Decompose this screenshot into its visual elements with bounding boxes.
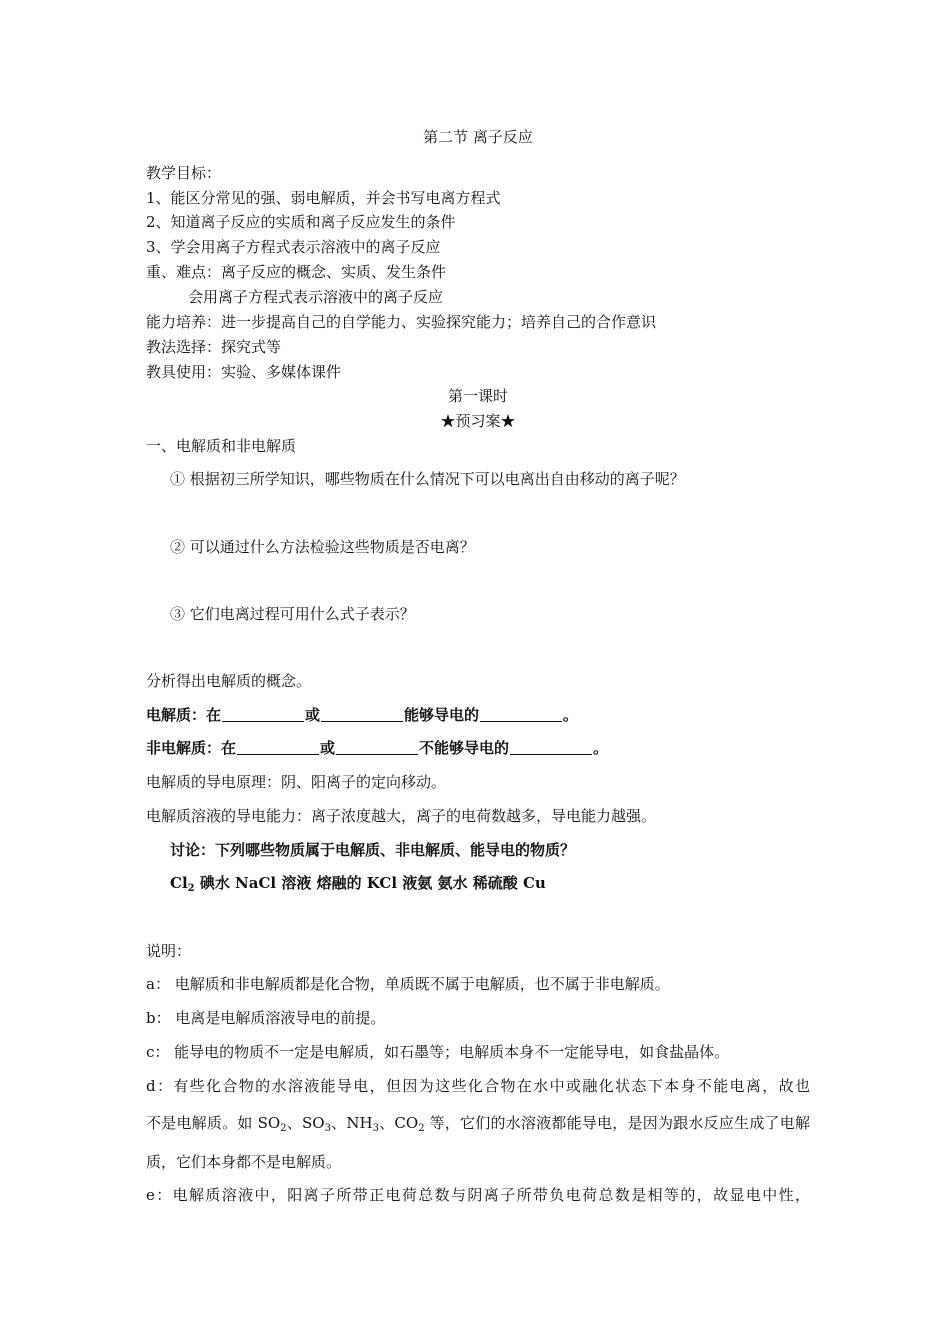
- analysis-line: 分析得出电解质的概念。: [146, 672, 312, 690]
- tools-line: 教具使用：实验、多媒体课件: [146, 363, 342, 381]
- principle-line: 电解质的导电原理：阴、阳离子的定向移动。: [146, 773, 447, 791]
- conductivity-line: 电解质溶液的导电能力：离子浓度越大，离子的电荷数越多，导电能力越强。: [146, 807, 657, 825]
- note-text: 、SO: [286, 1114, 325, 1132]
- preview-heading: ★预习案★: [440, 412, 516, 430]
- objective-item: 2、知道离子反应的实质和离子反应发生的条件: [146, 213, 456, 231]
- note-text: 等，它们的水溶液都能导电，是因为跟水反应生成了电解: [424, 1114, 811, 1132]
- discussion-line: 讨论：下列哪些物质属于电解质、非电解质、能导电的物质？: [170, 841, 576, 859]
- electrolyte-definition: [146, 705, 578, 725]
- substance-text: 碘水 NaCl 溶液 熔融的 KCl 液氨 氨水 稀硫酸 Cu: [194, 874, 546, 892]
- note-item: a： 电解质和非电解质都是化合物，单质既不属于电解质，也不属于非电解质。: [146, 975, 670, 993]
- definition-text: 。: [563, 706, 579, 724]
- fill-blank[interactable]: [336, 739, 418, 755]
- fill-blank[interactable]: [510, 739, 592, 755]
- definition-text: 不能够导电的: [419, 739, 510, 757]
- subscript: 2: [280, 1123, 287, 1134]
- objective-item: 1、能区分常见的强、弱电解质，并会书写电离方程式: [146, 189, 501, 207]
- note-item: e：电解质溶液中，阳离子所带正电荷总数与阴离子所带负电荷总数是相等的，故显电中性，: [146, 1186, 810, 1204]
- definition-text: 。: [593, 739, 609, 757]
- question-item: ③ 它们电离过程可用什么式子表示？: [170, 605, 415, 623]
- question-item: ② 可以通过什么方法检验这些物质是否电离？: [170, 538, 475, 556]
- subscript: 2: [187, 883, 195, 894]
- key-points-line: 会用离子方程式表示溶液中的离子反应: [188, 288, 444, 306]
- question-item: ① 根据初三所学知识，哪些物质在什么情况下可以电离出自由移动的离子呢？: [170, 470, 685, 488]
- notes-heading: 说明：: [146, 942, 192, 960]
- key-points-line: 重、难点：离子反应的概念、实质、发生条件: [146, 263, 447, 281]
- page-title: 第二节 离子反应: [423, 128, 533, 146]
- method-line: 教法选择：探究式等: [146, 338, 282, 356]
- fill-blank[interactable]: [237, 739, 319, 755]
- definition-text: 或: [305, 706, 321, 724]
- note-item: [146, 1113, 810, 1133]
- note-text: 、CO: [378, 1114, 419, 1132]
- definition-text: 电解质：在: [146, 706, 222, 724]
- note-item: b： 电离是电解质溶液导电的前提。: [146, 1009, 386, 1027]
- ability-line: 能力培养：进一步提高自己的自学能力、实验探究能力；培养自己的合作意识: [146, 313, 657, 331]
- definition-text: 或: [320, 739, 336, 757]
- substances-line: [170, 873, 546, 893]
- objectives-heading: 教学目标：: [146, 164, 222, 182]
- note-text: 不是电解质。如 SO: [146, 1114, 281, 1132]
- definition-text: 非电解质：在: [146, 739, 237, 757]
- note-item: d：有些化合物的水溶液能导电，但因为这些化合物在水中或融化状态下本身不能电离，故也: [146, 1077, 810, 1095]
- subscript: 3: [372, 1123, 379, 1134]
- fill-blank[interactable]: [480, 706, 562, 722]
- fill-blank[interactable]: [321, 706, 403, 722]
- objective-item: 3、学会用离子方程式表示溶液中的离子反应: [146, 238, 441, 256]
- subscript: 2: [418, 1123, 425, 1134]
- lesson-heading: 第一课时: [447, 387, 508, 405]
- nonelectrolyte-definition: [146, 738, 608, 758]
- note-text: 、NH: [330, 1114, 373, 1132]
- definition-text: 能够导电的: [404, 706, 480, 724]
- note-item: 质，它们本身都不是电解质。: [146, 1153, 342, 1171]
- section-heading: 一、电解质和非电解质: [146, 437, 297, 455]
- substance-text: Cl: [170, 874, 188, 892]
- subscript: 3: [324, 1123, 331, 1134]
- fill-blank[interactable]: [222, 706, 304, 722]
- note-item: c： 能导电的物质不一定是电解质，如石墨等；电解质本身不一定能导电，如食盐晶体。: [146, 1043, 730, 1061]
